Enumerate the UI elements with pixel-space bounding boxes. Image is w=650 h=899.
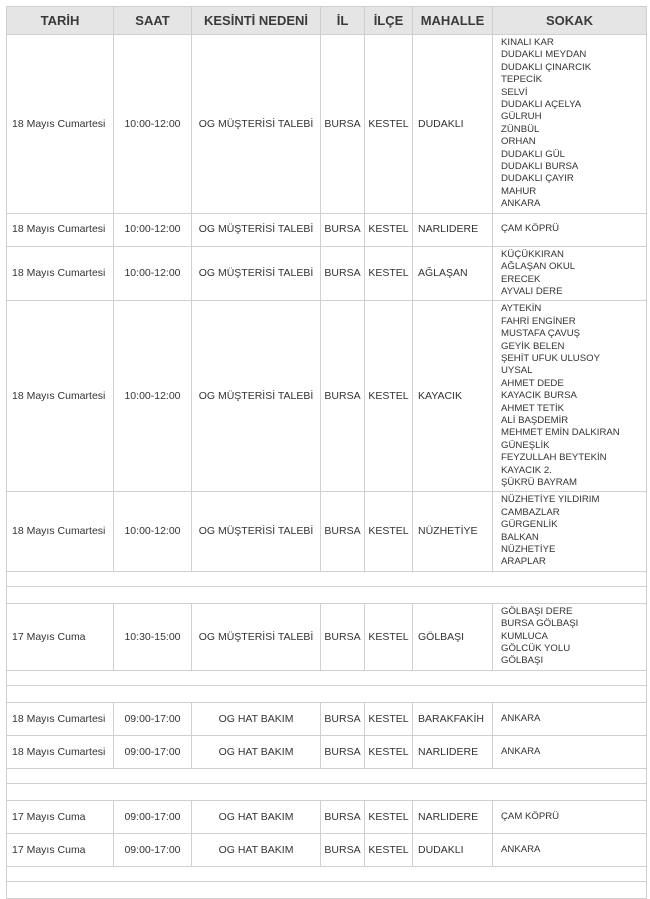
cell-sokak	[493, 492, 647, 571]
street-name: AYTEKİN	[501, 303, 542, 315]
street-name: DUDAKLI ÇINARCIK	[501, 61, 592, 73]
cell-mahalle: AĞLAŞAN	[413, 246, 493, 301]
cell-saat: 09:00-17:00	[114, 702, 192, 735]
cell-tarih: 18 Mayıs Cumartesi	[7, 702, 114, 735]
cell-il: BURSA	[321, 213, 365, 246]
cell-saat: 10:00-12:00	[114, 246, 192, 301]
cell-sokak	[493, 301, 647, 492]
cell-sokak	[493, 246, 647, 301]
cell-il: BURSA	[321, 35, 365, 214]
street-name: ŞEHİT UFUK ULUSOY	[501, 352, 600, 364]
cell-tarih: 17 Mayıs Cuma	[7, 833, 114, 866]
cell-tarih: 18 Mayıs Cumartesi	[7, 246, 114, 301]
street-name: KÜÇÜKKIRAN	[501, 248, 564, 260]
cell-saat: 09:00-17:00	[114, 735, 192, 768]
street-name: DUDAKLI ÇAYIR	[501, 173, 574, 185]
spacer-row	[7, 685, 647, 702]
outage-table	[6, 6, 647, 899]
cell-mahalle: BARAKFAKİH	[413, 702, 493, 735]
street-name: MEHMET EMİN DALKIRAN	[501, 427, 620, 439]
cell-saat: 09:00-17:00	[114, 833, 192, 866]
outage-table-container	[6, 6, 646, 899]
street-name: DUDAKLI AÇELYA	[501, 99, 582, 111]
street-name: FEYZULLAH BEYTEKİN	[501, 452, 607, 464]
spacer-cell	[7, 783, 647, 800]
street-name: FAHRİ ENGİNER	[501, 315, 576, 327]
cell-ilce: KESTEL	[365, 735, 413, 768]
street-name: DUDAKLI BURSA	[501, 161, 579, 173]
cell-mahalle: NARLIDERE	[413, 213, 493, 246]
spacer-row	[7, 768, 647, 783]
street-name: KINALI KAR	[501, 37, 554, 48]
cell-sokak	[493, 702, 647, 735]
cell-saat: 09:00-17:00	[114, 800, 192, 833]
street-name: GEYİK BELEN	[501, 340, 565, 352]
cell-mahalle: KAYACIK	[413, 301, 493, 492]
street-name: AHMET DEDE	[501, 377, 564, 389]
street-name: BURSA GÖLBAŞI	[501, 618, 579, 630]
spacer-cell	[7, 571, 647, 586]
street-name: ERECEK	[501, 273, 541, 285]
street-name: GÜRGENLİK	[501, 519, 558, 531]
cell-ilce: KESTEL	[365, 35, 413, 214]
street-name: TEPECİK	[501, 74, 543, 86]
cell-tarih: 18 Mayıs Cumartesi	[7, 301, 114, 492]
spacer-cell	[7, 866, 647, 881]
cell-mahalle: DUDAKLI	[413, 833, 493, 866]
cell-mahalle: NARLIDERE	[413, 800, 493, 833]
cell-kesinti-nedeni: OG HAT BAKIM	[192, 800, 321, 833]
cell-sokak	[493, 35, 647, 214]
spacer-cell	[7, 586, 647, 603]
cell-kesinti-nedeni: OG MÜŞTERİSİ TALEBİ	[192, 301, 321, 492]
street-name: GÖLCÜK YOLU	[501, 643, 571, 655]
cell-saat: 10:00-12:00	[114, 492, 192, 571]
street-name: ANKARA	[501, 198, 541, 210]
street-name: NÜZHETİYE	[501, 544, 556, 556]
table-row	[7, 833, 647, 866]
cell-tarih: 18 Mayıs Cumartesi	[7, 35, 114, 214]
cell-tarih: 18 Mayıs Cumartesi	[7, 735, 114, 768]
cell-tarih: 18 Mayıs Cumartesi	[7, 213, 114, 246]
street-name: ÇAM KÖPRÜ	[501, 810, 560, 822]
table-row	[7, 213, 647, 246]
street-name: GÖLBAŞI DERE	[501, 605, 573, 617]
cell-il: BURSA	[321, 603, 365, 670]
cell-kesinti-nedeni: OG HAT BAKIM	[192, 735, 321, 768]
street-name: BALKAN	[501, 531, 539, 543]
street-name: ALİ BAŞDEMİR	[501, 414, 569, 426]
cell-kesinti-nedeni: OG MÜŞTERİSİ TALEBİ	[192, 213, 321, 246]
table-row	[7, 35, 647, 214]
cell-saat: 10:00-12:00	[114, 301, 192, 492]
cell-ilce: KESTEL	[365, 833, 413, 866]
cell-ilce: KESTEL	[365, 213, 413, 246]
cell-il: BURSA	[321, 735, 365, 768]
street-name: DUDAKLI MEYDAN	[501, 49, 587, 61]
cell-kesinti-nedeni: OG MÜŞTERİSİ TALEBİ	[192, 492, 321, 571]
cell-ilce: KESTEL	[365, 603, 413, 670]
cell-sokak	[493, 800, 647, 833]
header-sokak: SOKAK	[493, 7, 647, 35]
table-row	[7, 492, 647, 571]
street-name: ÇAM KÖPRÜ	[501, 223, 560, 235]
spacer-cell	[7, 670, 647, 685]
cell-saat: 10:30-15:00	[114, 603, 192, 670]
cell-mahalle: NÜZHETİYE	[413, 492, 493, 571]
table-row	[7, 702, 647, 735]
spacer-row	[7, 670, 647, 685]
cell-saat: 10:00-12:00	[114, 213, 192, 246]
cell-ilce: KESTEL	[365, 492, 413, 571]
cell-kesinti-nedeni: OG HAT BAKIM	[192, 702, 321, 735]
street-name: KUMLUCA	[501, 630, 548, 642]
header-row	[7, 7, 647, 35]
street-name: SELVİ	[501, 86, 528, 98]
header-kesinti-nedeni: KESİNTİ NEDENİ	[192, 7, 321, 35]
cell-tarih: 17 Mayıs Cuma	[7, 603, 114, 670]
street-name: UYSAL	[501, 365, 533, 377]
street-name: GÖLBAŞI	[501, 655, 544, 667]
street-name: ZÜNBÜL	[501, 123, 540, 135]
cell-saat: 10:00-12:00	[114, 35, 192, 214]
cell-kesinti-nedeni: OG MÜŞTERİSİ TALEBİ	[192, 35, 321, 214]
table-body	[7, 35, 647, 899]
cell-sokak	[493, 735, 647, 768]
street-name: AĞLAŞAN OKUL	[501, 261, 576, 273]
table-row	[7, 301, 647, 492]
street-name: DUDAKLI GÜL	[501, 148, 565, 160]
cell-mahalle: DUDAKLI	[413, 35, 493, 214]
header-tarih: TARİH	[7, 7, 114, 35]
cell-mahalle: NARLIDERE	[413, 735, 493, 768]
street-name: KAYACIK 2.	[501, 464, 552, 476]
cell-tarih: 18 Mayıs Cumartesi	[7, 492, 114, 571]
street-name: KAYACIK BURSA	[501, 390, 577, 402]
table-row	[7, 800, 647, 833]
cell-kesinti-nedeni: OG HAT BAKIM	[192, 833, 321, 866]
header-ilce: İLÇE	[365, 7, 413, 35]
street-name: ANKARA	[501, 745, 541, 757]
street-name: ORHAN	[501, 136, 536, 148]
cell-kesinti-nedeni: OG MÜŞTERİSİ TALEBİ	[192, 603, 321, 670]
spacer-row	[7, 586, 647, 603]
cell-ilce: KESTEL	[365, 800, 413, 833]
spacer-cell	[7, 768, 647, 783]
cell-sokak	[493, 833, 647, 866]
street-name: AYVALI DERE	[501, 285, 563, 297]
cell-ilce: KESTEL	[365, 246, 413, 301]
street-name: ANKARA	[501, 712, 541, 724]
cell-tarih: 17 Mayıs Cuma	[7, 800, 114, 833]
street-name: AHMET TETİK	[501, 402, 565, 414]
street-name: ARAPLAR	[501, 556, 546, 568]
street-name: ŞÜKRÜ BAYRAM	[501, 477, 578, 488]
table-row	[7, 246, 647, 301]
header-mahalle: MAHALLE	[413, 7, 493, 35]
street-name: NÜZHETİYE YILDIRIM	[501, 494, 600, 506]
cell-sokak	[493, 213, 647, 246]
cell-il: BURSA	[321, 833, 365, 866]
header-saat: SAAT	[114, 7, 192, 35]
spacer-row	[7, 866, 647, 881]
street-name: GÜLRUH	[501, 111, 542, 123]
spacer-row	[7, 783, 647, 800]
cell-ilce: KESTEL	[365, 702, 413, 735]
table-row	[7, 735, 647, 768]
table-row	[7, 603, 647, 670]
street-name: GÜNEŞLİK	[501, 439, 550, 451]
cell-il: BURSA	[321, 702, 365, 735]
street-name: MUSTAFA ÇAVUŞ	[501, 328, 581, 340]
header-il: İL	[321, 7, 365, 35]
street-name: MAHUR	[501, 185, 537, 197]
cell-il: BURSA	[321, 492, 365, 571]
cell-il: BURSA	[321, 301, 365, 492]
cell-sokak	[493, 603, 647, 670]
cell-mahalle: GÖLBAŞI	[413, 603, 493, 670]
street-name: CAMBAZLAR	[501, 506, 560, 518]
cell-kesinti-nedeni: OG MÜŞTERİSİ TALEBİ	[192, 246, 321, 301]
spacer-cell	[7, 685, 647, 702]
cell-ilce: KESTEL	[365, 301, 413, 492]
cell-il: BURSA	[321, 246, 365, 301]
cell-il: BURSA	[321, 800, 365, 833]
street-name: ANKARA	[501, 843, 541, 855]
spacer-row	[7, 571, 647, 586]
